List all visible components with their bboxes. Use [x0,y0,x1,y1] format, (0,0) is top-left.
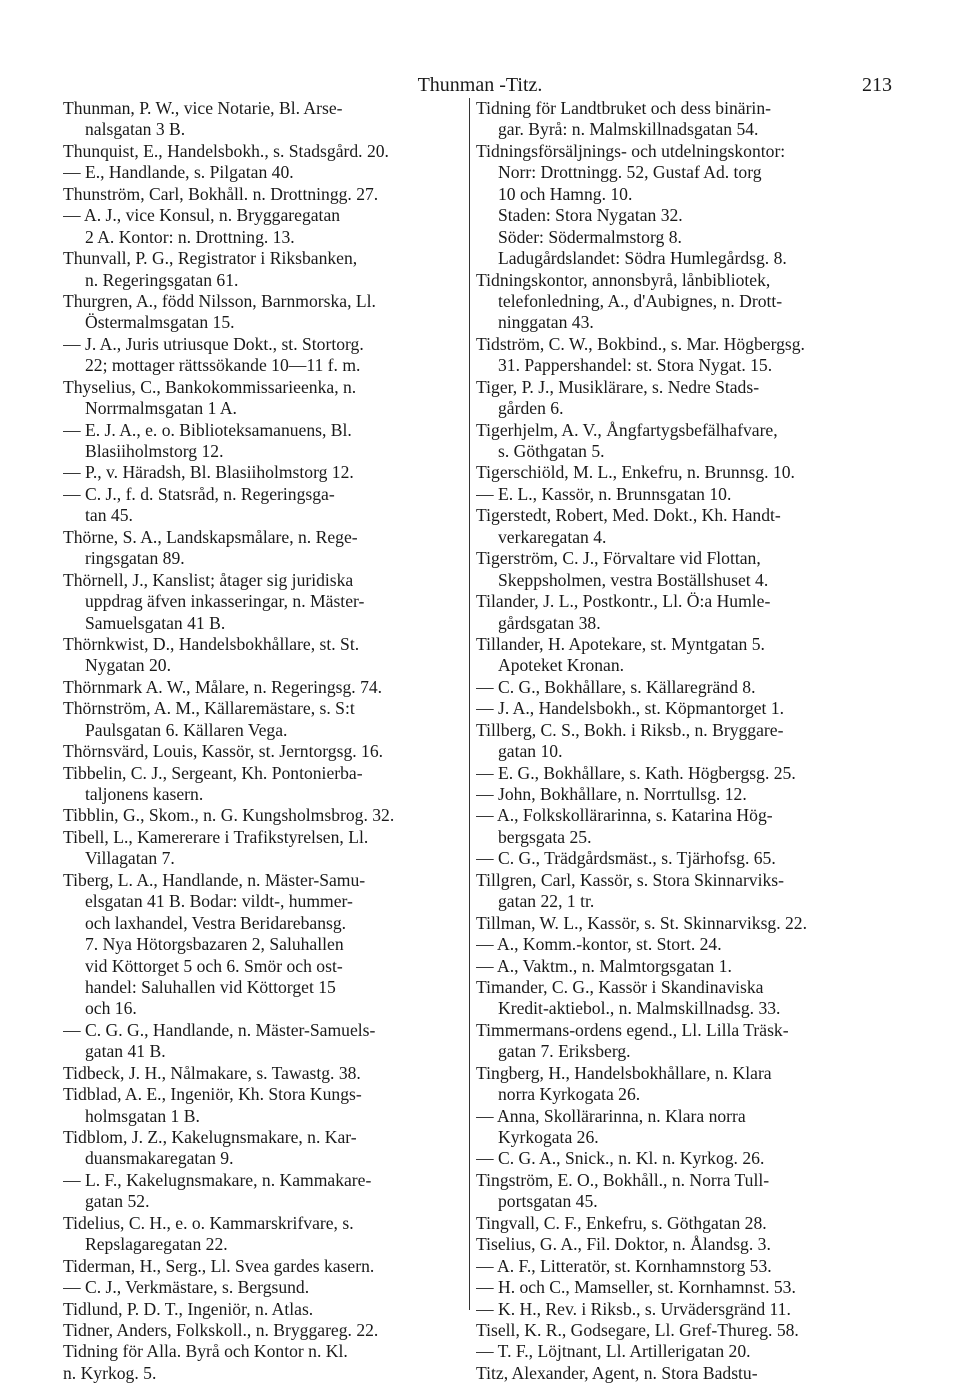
directory-line: Thyselius, C., Bankokommissarieenka, n. [63,376,357,397]
directory-line: — P., v. Häradsh, Bl. Blasiiholmstorg 12. [63,462,354,483]
directory-line: s. Göthgatan 5. [498,441,605,461]
directory-line: Tiger, P. J., Musiklärare, s. Nedre Stads- [476,376,760,397]
directory-line: Tigerström, C. J., Förvaltare vid Flottan, [476,548,761,569]
directory-line: Tidblad, A. E., Ingeniör, Kh. Stora Kungs- [63,1084,362,1105]
directory-line: handel: Saluhallen vid Köttorget 15 [85,976,336,997]
directory-line: och 16. [85,998,137,1019]
directory-line: — E. L., Kassör, n. Brunnsgatan 10. [476,483,732,504]
directory-line: Titz, Alexander, Agent, n. Stora Badstu- [476,1362,758,1383]
directory-line: ringsgatan 89. [85,548,185,569]
directory-line: Tiderman, H., Serg., Ll. Svea gardes kasern. [63,1255,375,1276]
directory-line: Tillgren, Carl, Kassör, s. Stora Skinnarviks- [476,869,784,890]
directory-line: — C. G., Bokhållare, s. Källaregränd 8. [476,676,756,697]
directory-line: verkaregatan 4. [498,526,607,547]
directory-line: Tillman, W. L., Kassör, s. St. Skinnarviksg. 22. [476,912,808,933]
directory-line: portsgatan 45. [498,1191,598,1212]
directory-line: Kredit-aktiebol., n. Malmskillnadsg. 33. [498,998,781,1019]
directory-line: — C. G. A., Snick., n. Kl. n. Kyrkog. 26. [476,1148,765,1169]
directory-line: taljonens kasern. [85,784,204,804]
directory-line: Thunström, Carl, Bokhåll. n. Drottningg. 27. [63,183,379,204]
directory-line: Tidelius, C. H., e. o. Kammarskrifvare, s. [63,1212,354,1233]
directory-line: 10 och Hamng. 10. [498,183,633,204]
directory-line: Thörnsvärd, Louis, Kassör, st. Jerntorgsg. 16. [63,741,384,762]
directory-line: Tidner, Anders, Folkskoll., n. Bryggareg. 22. [63,1319,379,1340]
directory-line: Tillberg, C. S., Bokh. i Riksb., n. Bryggare- [476,719,784,740]
directory-line: 22; mottager rättssökande 10—11 f. m. [85,355,361,376]
directory-line: Thunvall, P. G., Registrator i Riksbanken, [63,248,358,269]
directory-line: Norrmalmsgatan 1 A. [85,398,237,419]
directory-line: — C. G. G., Handlande, n. Mäster-Samuels- [63,1019,376,1040]
directory-line: — E. J. A., e. o. Biblioteksamanuens, Bl. [63,419,352,440]
directory-line: Tidblom, J. Z., Kakelugnsmakare, n. Kar- [63,1127,357,1147]
directory-line: — E., Handlande, s. Pilgatan 40. [63,162,294,183]
directory-line: — C. J., Verkmästare, s. Bergsund. [63,1277,310,1298]
directory-line: — A. J., vice Konsul, n. Bryggaregatan [63,205,341,226]
directory-line: — E. G., Bokhållare, s. Kath. Högbergsg. 25. [476,762,796,783]
directory-line: Apoteket Kronan. [498,655,625,676]
directory-line: Tibell, L., Kamererare i Trafikstyrelsen, Ll. [63,826,369,847]
directory-line: gar. Byrå: n. Malmskillnadsgatan 54. [498,119,759,140]
directory-line: — K. H., Rev. i Riksb., s. Urvädersgränd 11. [476,1298,791,1319]
directory-line: — J. A., Juris utriusque Dokt., st. Stortorg. [63,333,364,354]
directory-line: Tidlund, P. D. T., Ingeniör, n. Atlas. [63,1298,314,1319]
directory-line: Samuelsgatan 41 B. [85,612,226,633]
directory-line: — C. J., f. d. Statsråd, n. Regeringsga- [63,483,335,504]
directory-line: uppdrag äfven inkasseringar, n. Mäster- [85,591,365,612]
directory-line: Tisell, K. R., Godsegare, Ll. Gref-Thureg. 58. [476,1319,799,1340]
directory-line: Tingvall, C. F., Enkefru, s. Göthgatan 28. [476,1212,767,1233]
directory-line: — A., Komm.-kontor, st. Stort. 24. [476,934,722,955]
page-header [0,72,960,98]
directory-line: Timmermans-ordens egend., Ll. Lilla Träsk- [476,1019,789,1040]
directory-line: — C. G., Trädgårdsmäst., s. Tjärhofsg. 65. [476,848,776,869]
directory-line: — J. A., Handelsbokh., st. Köpmantorget 1. [476,698,785,719]
directory-line: Tingberg, H., Handelsbokhållare, n. Klara [476,1062,772,1083]
directory-line: Tiselius, G. A., Fil. Doktor, n. Ålandsg. 3. [476,1234,771,1255]
left-column [63,98,475,1384]
directory-line: Tigerschiöld, M. L., Enkefru, n. Brunnsg. 10. [476,462,795,483]
directory-line: Tillander, H. Apotekare, st. Myntgatan 5. [476,633,765,654]
directory-line: Thörnkwist, D., Handelsbokhållare, st. St. [63,633,360,654]
directory-line: gatan 22, 1 tr. [498,891,595,912]
directory-line: 7. Nya Hötorgsbazaren 2, Saluhallen [85,934,344,955]
directory-line: Timander, C. G., Kassör i Skandinaviska [476,976,764,997]
directory-line: Thörne, S. A., Landskapsmålare, n. Rege- [63,526,358,547]
directory-line: holmsgatan 1 B. [85,1105,200,1126]
directory-line: Tidningsförsäljnings- och utdelningskontor: [476,140,786,161]
directory-line: Tibblin, G., Skom., n. G. Kungsholmsbrog. 32. [63,805,395,826]
directory-line: nalsgatan 3 B. [85,119,186,140]
directory-line: Blasiiholmstorg 12. [85,441,224,461]
directory-line: Söder: Södermalmstorg 8. [498,226,682,247]
directory-line: gatan 52. [85,1191,150,1212]
directory-line: 2 A. Kontor: n. Drottning. 13. [85,226,295,247]
directory-line: Tigerhjelm, A. V., Ångfartygsbefälhafvare, [476,419,778,440]
directory-line: — Anna, Skollärarinna, n. Klara norra [476,1105,746,1126]
directory-line: Thörnmark A. W., Målare, n. Regeringsg. 74. [63,676,383,697]
directory-line: Tidström, C. W., Bokbind., s. Mar. Högbergsg. [476,333,805,354]
directory-line: — H. och C., Mamseller, st. Kornhamnst. 53. [476,1277,796,1298]
directory-line: — L. F., Kakelugnsmakare, n. Kammakare- [63,1169,372,1190]
directory-line: Tidning för Alla. Byrå och Kontor n. Kl. [63,1341,348,1362]
directory-line: elsgatan 41 B. Bodar: vildt-, hummer- [85,891,353,912]
directory-line: gatan 10. [498,741,563,762]
page-number: 213 [862,74,892,96]
directory-line: Villagatan 7. [85,848,175,869]
directory-line: Tigerstedt, Robert, Med. Dokt., Kh. Handt- [476,505,781,526]
directory-line: Thörnell, J., Kanslist; åtager sig juridiska [63,569,354,590]
directory-line: Staden: Stora Nygatan 32. [498,205,683,226]
directory-line: Skeppsholmen, vestra Boställshuset 4. [498,569,769,590]
column-divider [469,98,470,1310]
directory-line: ninggatan 43. [498,312,594,333]
directory-line: n. Regeringsgatan 61. [85,269,239,290]
right-column [476,98,906,1384]
directory-line: Tingström, E. O., Bokhåll., n. Norra Tull- [476,1169,770,1190]
directory-line: bergsgata 25. [498,826,592,847]
directory-line: Tibbelin, C. J., Sergeant, Kh. Pontonierba- [63,762,363,783]
directory-line: Thunquist, E., Handelsbokh., s. Stadsgård. 20. [63,140,389,161]
directory-line: och laxhandel, Vestra Beridarebansg. [85,912,347,933]
directory-line: Ladugårdslandet: Södra Humlegårdsg. 8. [498,248,787,269]
directory-line: 31. Pappershandel: st. Stora Nygat. 15. [498,355,773,376]
directory-line: duansmakaregatan 9. [85,1148,234,1169]
directory-line: Tilander, J. L., Postkontr., Ll. Ö:a Humle- [476,591,771,612]
directory-line: Thunman, P. W., vice Notarie, Bl. Arse- [63,98,343,118]
directory-line: Thörnström, A. M., Källaremästare, s. S:t [63,698,355,719]
directory-line: — A., Vaktm., n. Malmtorgsgatan 1. [476,955,732,976]
directory-line: Nygatan 20. [85,655,171,676]
directory-line: Norr: Drottningg. 52, Gustaf Ad. torg [498,162,762,183]
directory-line: Tiberg, L. A., Handlande, n. Mäster-Samu- [63,869,366,890]
directory-line: Tidningskontor, annonsbyrå, lånbibliotek, [476,269,771,290]
directory-line: Tidning för Landtbruket och dess binärin- [476,98,771,118]
directory-line: gatan 7. Eriksberg. [498,1041,631,1062]
directory-line: Thurgren, A., född Nilsson, Barnmorska, Ll. [63,290,376,311]
directory-line: Kyrkogata 26. [498,1127,599,1147]
directory-line: gårdsgatan 38. [498,612,601,633]
directory-line: vid Köttorget 5 och 6. Smör och ost- [85,955,343,976]
directory-line: tan 45. [85,505,133,526]
directory-line: — A., Folkskollärarinna, s. Katarina Hög- [476,805,773,826]
directory-line: — John, Bokhållare, n. Norrtullsg. 12. [476,784,747,804]
directory-line: Tidbeck, J. H., Nålmakare, s. Tawastg. 38. [63,1062,361,1083]
directory-line: telefonledning, A., d'Aubignes, n. Drott- [498,290,783,311]
directory-line: gården 6. [498,398,564,419]
running-title: Thunman -Titz. [417,74,543,96]
directory-line: n. Kyrkog. 5. [63,1362,157,1383]
directory-line: Paulsgatan 6. Källaren Vega. [85,719,288,740]
directory-line: gatan 41 B. [85,1041,166,1062]
directory-line: — T. F., Löjtnant, Ll. Artillerigatan 20. [476,1341,751,1362]
directory-line: Repslagaregatan 22. [85,1234,228,1255]
directory-line: norra Kyrkogata 26. [498,1084,641,1105]
directory-line: Östermalmsgatan 15. [85,312,235,333]
directory-line: — A. F., Litteratör, st. Kornhamnstorg 53. [476,1255,772,1276]
